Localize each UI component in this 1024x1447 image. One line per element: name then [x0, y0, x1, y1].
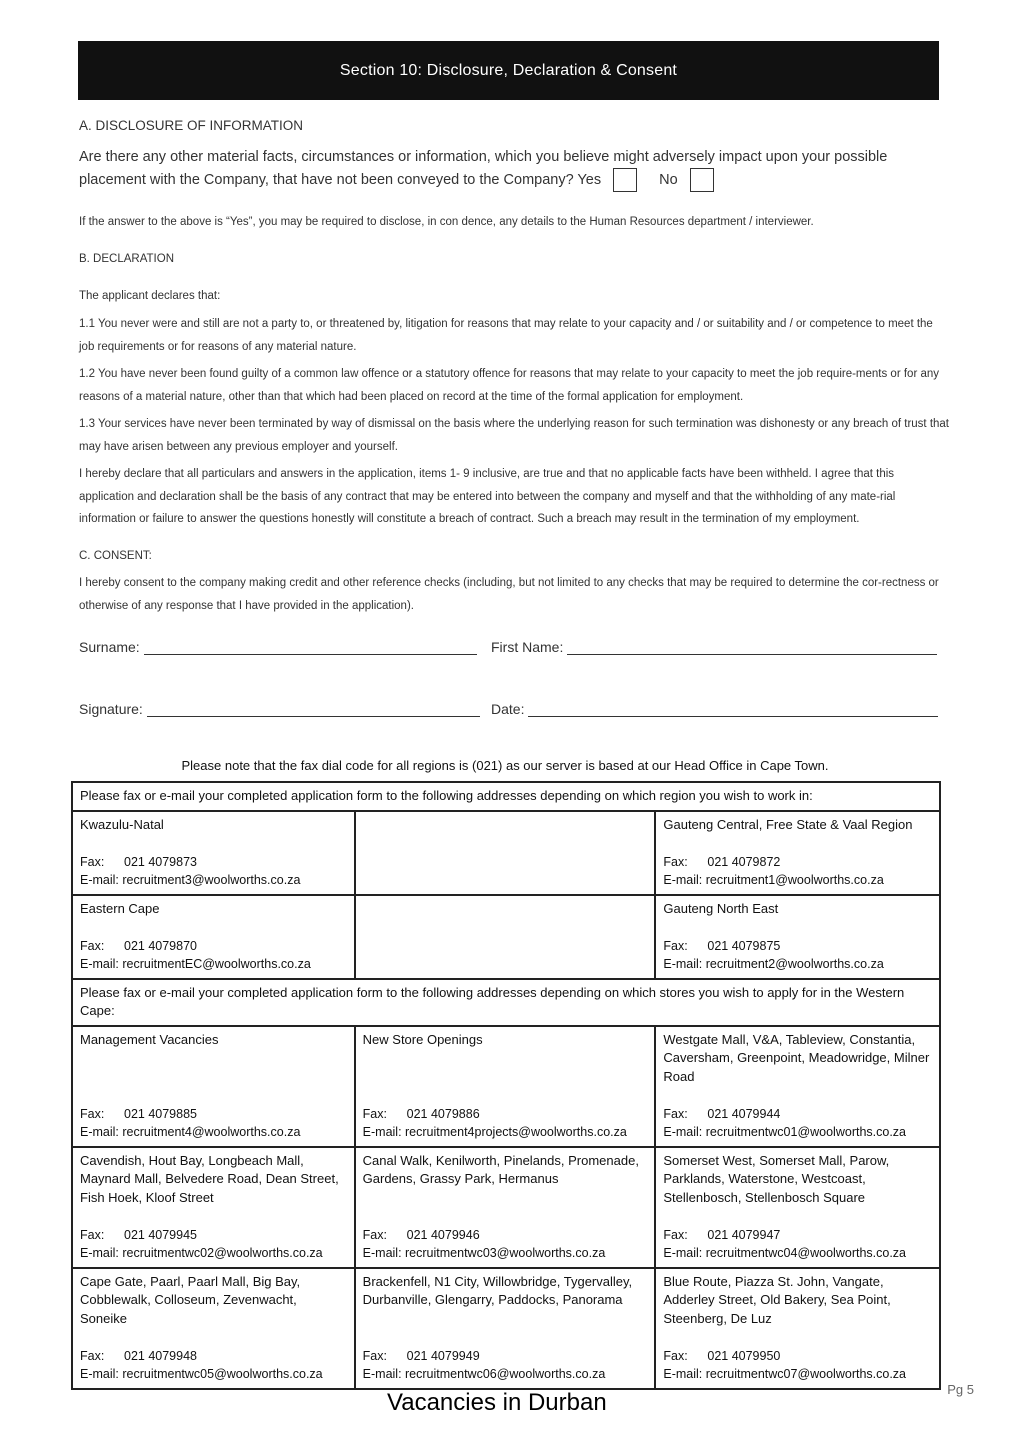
date-field[interactable]	[491, 700, 938, 717]
store-fax: Fax: 021 4079950	[663, 1348, 781, 1363]
store-email: E-mail: recruitment4projects@woolworths.co.za	[362, 1125, 627, 1139]
declaration-statement: I hereby declare that all particulars and answers in the application, items 1- 9 inclusive, are true and that no applicable facts have been withheld. I agree that this application and declaration shall be the basis of any contract that may be entered into between the company and myself and that the withholding of any mate-rial information or failure to answer the questions honestly will constitute a breach of contract. Such a breach may result in the termination of my employment.	[79, 468, 896, 525]
store-name: New Store Openings	[362, 1031, 483, 1047]
region-name: Eastern Cape	[80, 900, 160, 916]
store-email: E-mail: recruitmentwc05@woolworths.co.za	[80, 1367, 323, 1381]
store-email: E-mail: recruitmentwc02@woolworths.co.za	[80, 1246, 323, 1260]
store-fax: Fax: 021 4079944	[663, 1106, 781, 1121]
region-name: Kwazulu-Natal	[80, 816, 164, 832]
region-email: E-mail: recruitment3@woolworths.co.za	[80, 873, 301, 887]
disclosure-note: If the answer to the above is “Yes”, you may be required to disclose, in con dence, any details to the Human Resources department / interviewer.	[79, 216, 814, 228]
regions-header: Please fax or e-mail your completed application form to the following addresses depending on which region you wish to work in:	[72, 782, 940, 811]
date-line[interactable]	[528, 700, 938, 717]
empty-cell	[355, 811, 656, 895]
section-header	[78, 41, 939, 100]
surname-line[interactable]	[144, 638, 477, 655]
declaration-item-3: 1.3 Your services have never been terminated by way of dismissal on the basis where the underlying reason for such termination was dishonesty or any breach of trust that may have arisen between any previous employer and yourself.	[79, 418, 950, 453]
no-checkbox[interactable]	[690, 168, 714, 192]
store-fax: Fax: 021 4079886	[362, 1106, 480, 1121]
yes-checkbox[interactable]	[613, 168, 637, 192]
region-name: Gauteng Central, Free State & Vaal Region	[663, 816, 913, 832]
store-fax: Fax: 021 4079949	[362, 1348, 480, 1363]
store-name: Cape Gate, Paarl, Paarl Mall, Big Bay, Cobblewalk, Colloseum, Zevenwacht, Soneike	[80, 1273, 301, 1326]
table-row	[72, 1147, 940, 1268]
region-cell	[72, 811, 355, 895]
signature-line[interactable]	[147, 700, 480, 717]
region-fax: Fax: 021 4079873	[80, 854, 197, 869]
no-label: No	[659, 171, 678, 188]
section-title: Section 10: Disclosure, Declaration & Consent	[339, 61, 678, 79]
first-name-field[interactable]	[491, 638, 937, 655]
surname-field[interactable]	[79, 638, 477, 655]
disclosure-question-line1: Are there any other material facts, circumstances or information, which you believe might adversely impact upon your possible	[79, 149, 888, 165]
declaration-item-2: 1.2 You have never been found guilty of a common law offence or a statutory offence for reasons that may relate to your capacity to meet the job require-ments or for any reasons of a material nature, other than that which had been placed on record at the time of the formal application for employment.	[79, 368, 940, 403]
store-fax: Fax: 021 4079945	[80, 1227, 197, 1242]
signature-field[interactable]	[79, 700, 480, 717]
table-row	[72, 1268, 940, 1389]
store-name: Management Vacancies	[80, 1031, 219, 1047]
store-fax: Fax: 021 4079946	[362, 1227, 480, 1242]
consent-heading: C. CONSENT:	[79, 550, 152, 562]
declaration-heading: B. DECLARATION	[79, 253, 174, 265]
store-name: Westgate Mall, V&A, Tableview, Constantia, Caversham, Greenpoint, Meadowridge, Milner Road	[663, 1031, 930, 1084]
consent-text: I hereby consent to the company making credit and other reference checks (including, but not limited to any checks that may be required to determine the cor-rectness or otherwise of any response that I have provided in the application).	[79, 577, 939, 612]
yes-label: placement with the Company, that have not been conveyed to the Company? Yes	[79, 171, 602, 188]
store-cell	[355, 1026, 656, 1147]
store-email: E-mail: recruitment4@woolworths.co.za	[80, 1125, 301, 1139]
store-cell	[655, 1147, 940, 1268]
store-cell	[355, 1147, 656, 1268]
region-email: E-mail: recruitment2@woolworths.co.za	[663, 957, 884, 971]
region-fax: Fax: 021 4079870	[80, 938, 197, 953]
store-email: E-mail: recruitmentwc03@woolworths.co.za	[362, 1246, 606, 1260]
contact-table	[71, 781, 941, 1390]
store-cell	[72, 1147, 355, 1268]
table-row	[72, 895, 940, 979]
region-cell	[655, 895, 940, 979]
declaration-item-1: 1.1 You never were and still are not a party to, or threatened by, litigation for reasons that may relate to your capacity and / or suitability and / or competence to meet the job requirements or for reasons of any material nature.	[79, 318, 933, 353]
region-email: E-mail: recruitmentEC@woolworths.co.za	[80, 957, 311, 971]
store-name: Brackenfell, N1 City, Willowbridge, Tygervalley, Durbanville, Glengarry, Paddocks, Panorama	[362, 1273, 633, 1307]
store-fax: Fax: 021 4079947	[663, 1227, 781, 1242]
store-cell	[72, 1026, 355, 1147]
disclosure-question	[79, 146, 949, 192]
store-email: E-mail: recruitmentwc01@woolworths.co.za	[663, 1125, 907, 1139]
stores-header: Please fax or e-mail your completed application form to the following addresses depending on which stores you wish to apply for in the Western Cape:	[72, 979, 940, 1026]
footer-caption: Vacancies in Durban	[387, 1389, 607, 1416]
store-email: E-mail: recruitmentwc07@woolworths.co.za	[663, 1367, 907, 1381]
region-cell	[72, 895, 355, 979]
store-cell	[72, 1268, 355, 1389]
region-fax: Fax: 021 4079872	[663, 854, 781, 869]
region-name: Gauteng North East	[663, 900, 779, 916]
store-fax: Fax: 021 4079948	[80, 1348, 197, 1363]
disclosure-heading: A. DISCLOSURE OF INFORMATION	[79, 118, 304, 133]
table-row	[72, 811, 940, 895]
store-cell	[655, 1026, 940, 1147]
region-fax: Fax: 021 4079875	[663, 938, 781, 953]
store-cell	[355, 1268, 656, 1389]
store-name: Canal Walk, Kenilworth, Pinelands, Promenade, Gardens, Grassy Park, Hermanus	[362, 1152, 639, 1186]
store-name: Cavendish, Hout Bay, Longbeach Mall, Maynard Mall, Belvedere Road, Dean Street, Fish Hoek, Kloof Street	[80, 1152, 339, 1205]
region-email: E-mail: recruitment1@woolworths.co.za	[663, 873, 884, 887]
disclosure-question-line2	[79, 168, 949, 192]
page-number: Pg 5	[947, 1382, 974, 1397]
declaration-intro: The applicant declares that:	[79, 290, 221, 302]
store-fax: Fax: 021 4079885	[80, 1106, 197, 1121]
store-email: E-mail: recruitmentwc06@woolworths.co.za	[362, 1367, 606, 1381]
signature-label: Signature:	[79, 701, 143, 717]
empty-cell	[355, 895, 656, 979]
store-cell	[655, 1268, 940, 1389]
store-name: Blue Route, Piazza St. John, Vangate, Adderley Street, Old Bakery, Sea Point, Steenberg, De Luz	[663, 1273, 891, 1326]
region-cell	[655, 811, 940, 895]
fax-note: Please note that the fax dial code for all regions is (021) as our server is based at our Head Office in Cape Town.	[181, 758, 829, 773]
date-label: Date:	[491, 701, 525, 717]
store-email: E-mail: recruitmentwc04@woolworths.co.za	[663, 1246, 907, 1260]
first-name-label: First Name:	[491, 639, 564, 655]
table-row	[72, 1026, 940, 1147]
store-name: Somerset West, Somerset Mall, Parow, Parklands, Waterstone, Westcoast, Stellenbosch, Stellenbosch Square	[663, 1152, 890, 1205]
surname-label: Surname:	[79, 639, 140, 655]
first-name-line[interactable]	[567, 638, 937, 655]
